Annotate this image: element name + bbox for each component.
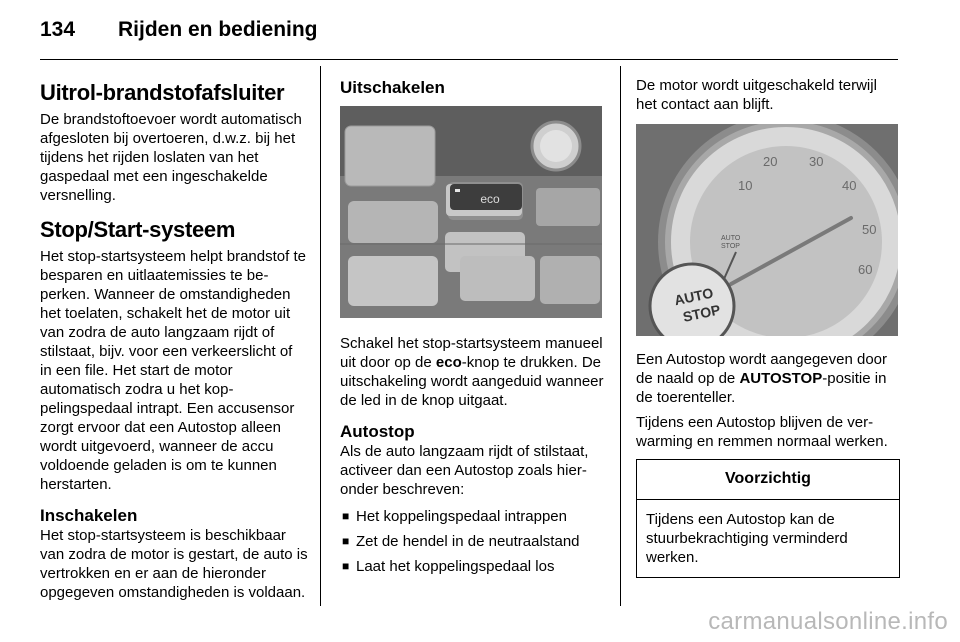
list-item-text: Laat het koppelingspedaal los (356, 558, 555, 575)
tachometer-photo (636, 124, 898, 336)
magnified-stop-label: STOP (681, 301, 722, 325)
paragraph-fuel-cutoff: De brandstoftoevoer wordt automatisch afgesloten bij overtoeren, d.w.z. bij het tijdens het rijden loslaten van het gaspedaal met een ingeschakelde versnelling. (40, 111, 302, 204)
header-rule (40, 59, 898, 60)
heading-disable: Uitschakelen (340, 78, 445, 97)
caution-title: Voorzichtig (637, 460, 899, 500)
paragraph-enable: Het stop-startsysteem is beschikbaar van zodra de motor is gestart, de auto is vertrokken en er aan de hieronder opgegeven omstandigheden is voldaan. (40, 527, 308, 601)
page-header (40, 18, 318, 42)
bullet-icon: ■ (342, 559, 350, 573)
page-number: 134 (40, 18, 76, 41)
caution-body: Tijdens een Autostop kan de stuurbekrachtiging verminderd werken. (646, 511, 848, 566)
heading-autostop: Autostop (340, 422, 415, 441)
magnified-auto-label: AUTO (672, 284, 715, 309)
tick-label-50: 50 (862, 222, 877, 237)
column-2 (340, 66, 608, 582)
paragraph-indication-text-1: Een Autostop wordt aangegeven door de naald op de (636, 351, 888, 387)
column-1 (40, 66, 308, 610)
bullet-icon: ■ (342, 509, 350, 523)
paragraph-indication (636, 350, 901, 407)
gauge-auto-small: AUTO (721, 235, 741, 242)
list-item (340, 557, 608, 576)
tick-label-40: 40 (842, 178, 857, 193)
heading-fuel-cutoff: Uitrol-brandstofafsluiter (40, 80, 285, 105)
list-item-text: Zet de hendel in de neutraalstand (356, 533, 580, 550)
paragraph-disable (340, 334, 608, 410)
column-3 (636, 66, 901, 578)
column-divider-1 (320, 66, 321, 606)
autostop-keyword: AUTOSTOP (739, 370, 823, 387)
heading-stop-start: Stop/Start-systeem (40, 217, 236, 242)
paragraph-disable-text-2: -knop te drukken. De uitschakeling wordt aangeduid wanneer de led in de knop uitgaat. (340, 354, 604, 409)
heading-enable: Inschakelen (40, 506, 138, 525)
list-item (340, 507, 608, 526)
bullet-icon: ■ (342, 534, 350, 548)
paragraph-disable-text-1: Schakel het stop-startsysteem manueel uit door op de (340, 335, 603, 371)
tick-label-60: 60 (858, 262, 873, 277)
eco-button-label: eco (480, 192, 500, 206)
paragraph-indication-text-2: -positie in de toerenteller. (636, 370, 887, 406)
section-title: Rijden en bediening (118, 18, 318, 41)
tick-label-10: 10 (738, 178, 753, 193)
watermark: carmanualsonline.info (708, 608, 948, 635)
autostop-steps-list (340, 507, 608, 576)
paragraph-heating: Tijdens een Autostop blijven de verwarming en remmen normaal werken. (636, 414, 888, 450)
eco-keyword: eco (435, 354, 462, 371)
paragraph-engine-off: De motor wordt uitgeschakeld terwijl het contact aan blijft. (636, 77, 877, 113)
gauge-stop-small: STOP (721, 243, 740, 250)
column-divider-2 (620, 66, 621, 606)
paragraph-stop-start: Het stop-startsysteem helpt brandstof te besparen en uitlaatemissies te beperken. Wanneer de omstandigheden het toelaten, schakelt het de motor uit van zodra de auto langzaam rijdt of stilstaat, bijv. voor een verkeerslicht of in een file. Het start de motor automatisch zodra u het koppelingspedaal intrapt. Een accusensor zorgt ervoor dat een Autostop alleen wordt uitgevoerd, wanneer de accu voldoende geladen is om te kunnen herstarten. (40, 248, 306, 493)
tick-label-20: 20 (763, 154, 778, 169)
list-item (340, 532, 608, 551)
tick-label-30: 30 (809, 154, 824, 169)
list-item-text: Het koppelingspedaal intrappen (356, 508, 567, 525)
caution-box (636, 459, 900, 578)
paragraph-autostop: Als de auto langzaam rijdt of stilstaat, activeer dan een Autostop zoals hieronder beschreven: (340, 443, 589, 498)
eco-button-photo (340, 106, 602, 318)
